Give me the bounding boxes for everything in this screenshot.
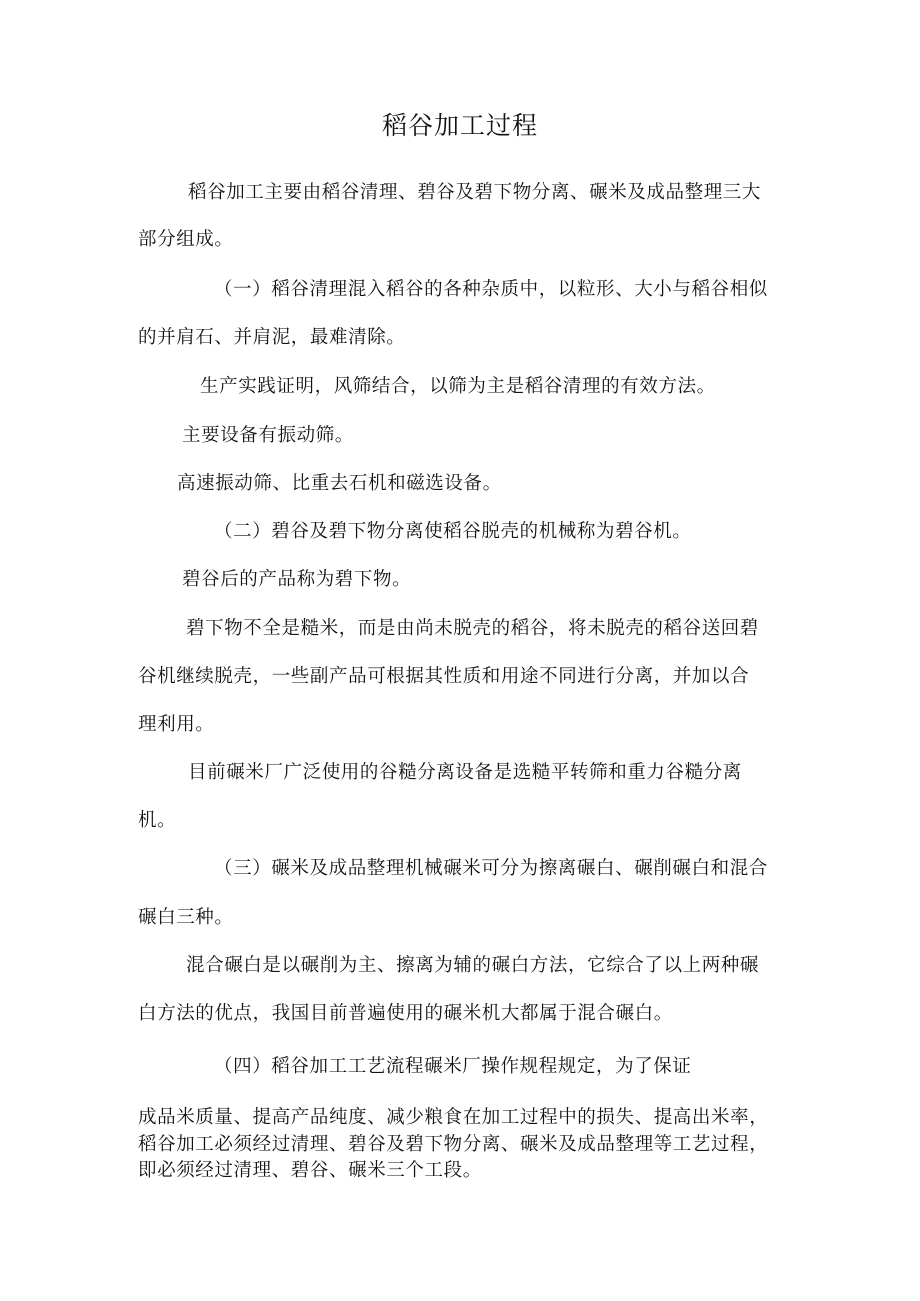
paragraph-line: 理利用。 (138, 714, 215, 735)
paragraph-line: 谷机继续脱壳，一些副产品可根据其性质和用途不同进行分离，并加以合 (138, 666, 750, 687)
paragraph-line: 稻谷加工主要由稻谷清理、碧谷及碧下物分离、碾米及成品整理三大 (188, 182, 762, 203)
paragraph-line: 碧下物不全是糙米，而是由尚未脱壳的稻谷，将未脱壳的稻谷送回碧 (186, 618, 760, 639)
paragraph-line: 成品米质量、提高产品纯度、减少粮食在加工过程中的损失、提高出米率， (138, 1107, 769, 1128)
paragraph-line: 白方法的优点，我国目前普遍使用的碾米机大都属于混合碾白。 (138, 1003, 673, 1024)
paragraph-line: （二）碧谷及碧下物分离使稻谷脱壳的机械称为碧谷机。 (214, 521, 692, 542)
paragraph-line: 混合碾白是以碾削为主、擦离为辅的碾白方法，它综合了以上两种碾 (186, 955, 760, 976)
paragraph-line: 的并肩石、并肩泥，最难清除。 (138, 327, 406, 348)
paragraph-line: 稻谷加工必须经过清理、碧谷及碧下物分离、碾米及成品整理等工艺过程， (138, 1134, 769, 1155)
paragraph-line: 即必须经过清理、碧谷、碾米三个工段。 (138, 1160, 482, 1181)
paragraph-line: 碾白三种。 (138, 907, 234, 928)
paragraph-line: 高速振动筛、比重去石机和磁选设备。 (177, 473, 502, 494)
paragraph-line: （一）稻谷清理混入稻谷的各种杂质中，以粒形、大小与稻谷相似 (214, 279, 768, 300)
paragraph-line: 部分组成。 (138, 229, 234, 250)
paragraph-line: 生产实践证明，风筛结合，以筛为主是稻谷清理的有效方法。 (200, 376, 716, 397)
paragraph-line: （三）碾米及成品整理机械碾米可分为擦离碾白、碾削碾白和混合 (214, 858, 768, 879)
paragraph-line: 机。 (138, 810, 177, 831)
document-title: 稻谷加工过程 (381, 111, 538, 140)
paragraph-line: 碧谷后的产品称为碧下物。 (182, 569, 412, 590)
paragraph-line: 目前碾米厂广泛使用的谷糙分离设备是选糙平转筛和重力谷糙分离 (188, 762, 742, 783)
paragraph-line: 主要设备有振动筛。 (182, 425, 354, 446)
paragraph-line: （四）稻谷加工工艺流程碾米厂操作规程规定，为了保证 (214, 1056, 692, 1077)
